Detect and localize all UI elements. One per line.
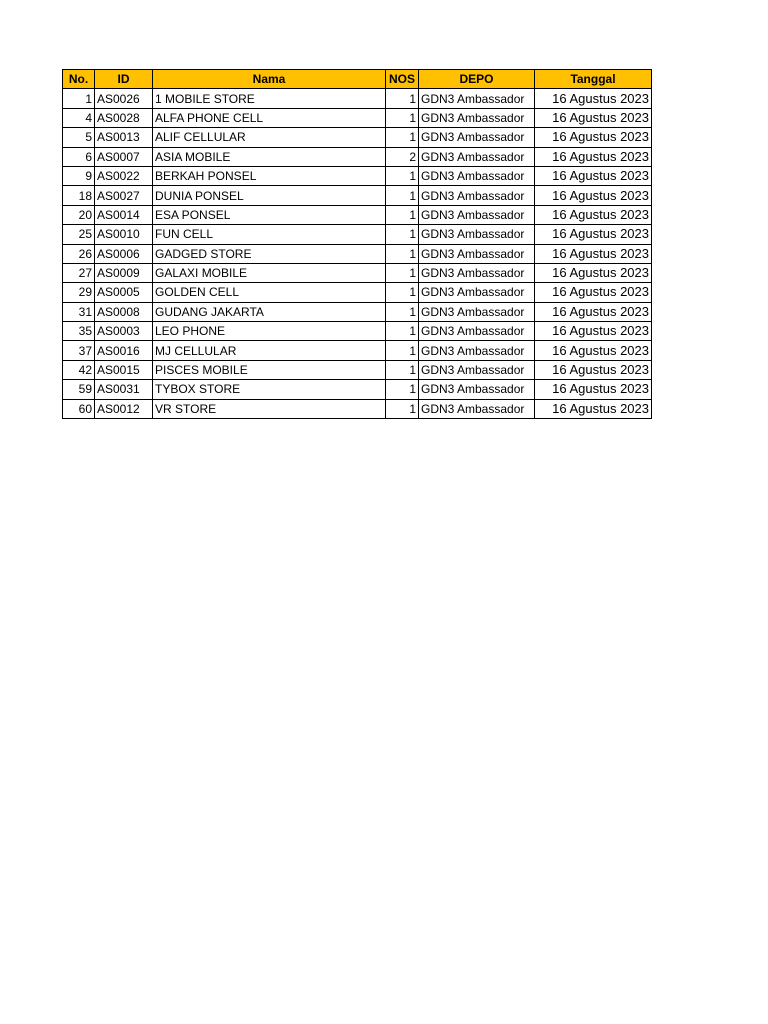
cell-id: AS0015	[95, 360, 153, 379]
cell-nama: TYBOX STORE	[153, 380, 386, 399]
cell-depo: GDN3 Ambassador	[419, 302, 535, 321]
cell-depo: GDN3 Ambassador	[419, 166, 535, 185]
cell-nama: ALFA PHONE CELL	[153, 108, 386, 127]
cell-no: 4	[63, 108, 95, 127]
cell-tanggal: 16 Agustus 2023	[535, 108, 652, 127]
cell-nama: FUN CELL	[153, 225, 386, 244]
table-row	[63, 186, 652, 205]
cell-id: AS0013	[95, 128, 153, 147]
cell-no: 20	[63, 205, 95, 224]
cell-nos: 2	[386, 147, 419, 166]
cell-no: 5	[63, 128, 95, 147]
cell-tanggal: 16 Agustus 2023	[535, 205, 652, 224]
cell-no: 60	[63, 399, 95, 418]
cell-id: AS0005	[95, 283, 153, 302]
cell-id: AS0008	[95, 302, 153, 321]
cell-id: AS0006	[95, 244, 153, 263]
cell-tanggal: 16 Agustus 2023	[535, 89, 652, 108]
cell-nama: DUNIA PONSEL	[153, 186, 386, 205]
cell-nos: 1	[386, 89, 419, 108]
cell-nos: 1	[386, 302, 419, 321]
cell-depo: GDN3 Ambassador	[419, 205, 535, 224]
table-row	[63, 302, 652, 321]
table-body	[63, 89, 652, 419]
cell-tanggal: 16 Agustus 2023	[535, 166, 652, 185]
cell-tanggal: 16 Agustus 2023	[535, 263, 652, 282]
cell-nos: 1	[386, 244, 419, 263]
cell-id: AS0022	[95, 166, 153, 185]
cell-no: 59	[63, 380, 95, 399]
cell-depo: GDN3 Ambassador	[419, 147, 535, 166]
cell-nama: BERKAH PONSEL	[153, 166, 386, 185]
cell-no: 27	[63, 263, 95, 282]
header-no: No.	[63, 70, 95, 89]
cell-depo: GDN3 Ambassador	[419, 186, 535, 205]
cell-id: AS0027	[95, 186, 153, 205]
cell-depo: GDN3 Ambassador	[419, 108, 535, 127]
header-depo: DEPO	[419, 70, 535, 89]
cell-nos: 1	[386, 399, 419, 418]
cell-no: 25	[63, 225, 95, 244]
cell-id: AS0031	[95, 380, 153, 399]
cell-depo: GDN3 Ambassador	[419, 380, 535, 399]
cell-tanggal: 16 Agustus 2023	[535, 399, 652, 418]
table-row	[63, 263, 652, 282]
header-nama: Nama	[153, 70, 386, 89]
cell-depo: GDN3 Ambassador	[419, 322, 535, 341]
cell-depo: GDN3 Ambassador	[419, 225, 535, 244]
table-row	[63, 283, 652, 302]
cell-no: 26	[63, 244, 95, 263]
cell-nos: 1	[386, 225, 419, 244]
cell-no: 31	[63, 302, 95, 321]
cell-nama: ASIA MOBILE	[153, 147, 386, 166]
cell-depo: GDN3 Ambassador	[419, 341, 535, 360]
cell-no: 6	[63, 147, 95, 166]
cell-id: AS0016	[95, 341, 153, 360]
cell-no: 42	[63, 360, 95, 379]
cell-id: AS0009	[95, 263, 153, 282]
cell-tanggal: 16 Agustus 2023	[535, 341, 652, 360]
cell-nama: PISCES MOBILE	[153, 360, 386, 379]
cell-nama: LEO PHONE	[153, 322, 386, 341]
cell-id: AS0014	[95, 205, 153, 224]
cell-no: 35	[63, 322, 95, 341]
store-table	[62, 69, 652, 419]
cell-no: 9	[63, 166, 95, 185]
cell-tanggal: 16 Agustus 2023	[535, 360, 652, 379]
table-row	[63, 205, 652, 224]
table-row	[63, 380, 652, 399]
cell-nama: GADGED STORE	[153, 244, 386, 263]
cell-depo: GDN3 Ambassador	[419, 399, 535, 418]
cell-tanggal: 16 Agustus 2023	[535, 225, 652, 244]
cell-nos: 1	[386, 205, 419, 224]
cell-no: 18	[63, 186, 95, 205]
cell-tanggal: 16 Agustus 2023	[535, 186, 652, 205]
table-row	[63, 399, 652, 418]
cell-nos: 1	[386, 186, 419, 205]
cell-depo: GDN3 Ambassador	[419, 244, 535, 263]
cell-nos: 1	[386, 166, 419, 185]
cell-no: 29	[63, 283, 95, 302]
table-row	[63, 108, 652, 127]
cell-tanggal: 16 Agustus 2023	[535, 128, 652, 147]
cell-tanggal: 16 Agustus 2023	[535, 380, 652, 399]
cell-no: 1	[63, 89, 95, 108]
cell-id: AS0026	[95, 89, 153, 108]
cell-nama: GALAXI MOBILE	[153, 263, 386, 282]
cell-id: AS0010	[95, 225, 153, 244]
table-header-row	[63, 70, 652, 89]
cell-nos: 1	[386, 341, 419, 360]
cell-tanggal: 16 Agustus 2023	[535, 244, 652, 263]
cell-tanggal: 16 Agustus 2023	[535, 322, 652, 341]
cell-nama: GUDANG JAKARTA	[153, 302, 386, 321]
cell-depo: GDN3 Ambassador	[419, 128, 535, 147]
cell-nama: ALIF CELLULAR	[153, 128, 386, 147]
cell-nos: 1	[386, 360, 419, 379]
table-row	[63, 322, 652, 341]
cell-nos: 1	[386, 128, 419, 147]
cell-id: AS0003	[95, 322, 153, 341]
cell-nos: 1	[386, 108, 419, 127]
header-tanggal: Tanggal	[535, 70, 652, 89]
cell-nama: MJ CELLULAR	[153, 341, 386, 360]
cell-nos: 1	[386, 322, 419, 341]
cell-nama: ESA PONSEL	[153, 205, 386, 224]
table-row	[63, 360, 652, 379]
cell-nama: VR STORE	[153, 399, 386, 418]
table-row	[63, 147, 652, 166]
table-row	[63, 166, 652, 185]
table-row	[63, 341, 652, 360]
table-row	[63, 225, 652, 244]
cell-id: AS0012	[95, 399, 153, 418]
cell-depo: GDN3 Ambassador	[419, 263, 535, 282]
cell-depo: GDN3 Ambassador	[419, 283, 535, 302]
cell-no: 37	[63, 341, 95, 360]
table-row	[63, 128, 652, 147]
cell-tanggal: 16 Agustus 2023	[535, 302, 652, 321]
table-row	[63, 244, 652, 263]
cell-depo: GDN3 Ambassador	[419, 360, 535, 379]
table-row	[63, 89, 652, 108]
cell-nama: 1 MOBILE STORE	[153, 89, 386, 108]
cell-nama: GOLDEN CELL	[153, 283, 386, 302]
header-nos: NOS	[386, 70, 419, 89]
cell-tanggal: 16 Agustus 2023	[535, 147, 652, 166]
cell-depo: GDN3 Ambassador	[419, 89, 535, 108]
cell-id: AS0028	[95, 108, 153, 127]
cell-tanggal: 16 Agustus 2023	[535, 283, 652, 302]
header-id: ID	[95, 70, 153, 89]
cell-nos: 1	[386, 283, 419, 302]
cell-nos: 1	[386, 380, 419, 399]
cell-nos: 1	[386, 263, 419, 282]
cell-id: AS0007	[95, 147, 153, 166]
